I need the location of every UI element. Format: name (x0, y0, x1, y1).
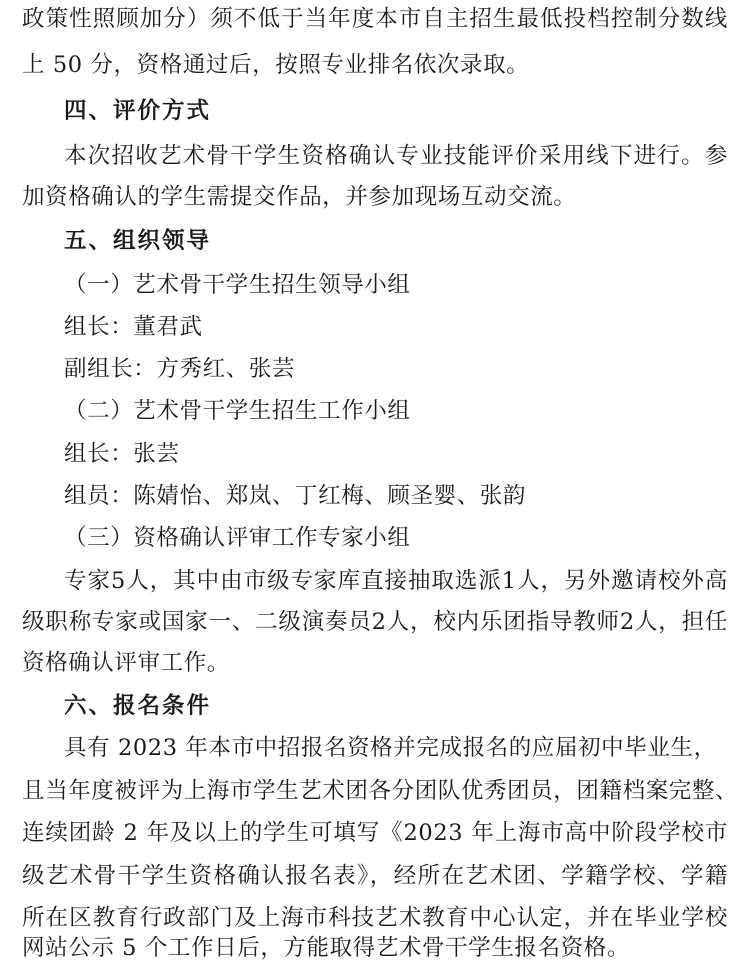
subsection-heading-work-group: （二）艺术骨干学生招生工作小组 (64, 398, 411, 424)
subsection-heading-leadership-group: （一）艺术骨干学生招生领导小组 (64, 272, 411, 298)
paragraph-line: 级艺术骨干学生资格确认报名表》，经所在艺术团、学籍学校、学籍 (22, 863, 728, 889)
section-heading-evaluation: 四、评价方式 (64, 98, 212, 124)
paragraph-line: 加资格确认的学生需提交作品，并参加现场互动交流。 (22, 184, 577, 210)
paragraph-line: 网站公示 5 个工作日后，方能取得艺术骨干学生报名资格。 (22, 935, 630, 961)
paragraph-line: 组员：陈婧怡、郑岚、丁红梅、顾圣婴、张韵 (64, 483, 527, 509)
section-heading-registration: 六、报名条件 (64, 693, 212, 719)
paragraph-line: 副组长：方秀红、张芸 (64, 356, 296, 382)
paragraph-line: 本次招收艺术骨干学生资格确认专业技能评价采用线下进行。参 (64, 143, 728, 169)
paragraph-line: 专家5人，其中由市级专家库直接抽取选派1人，另外邀请校外高 (64, 568, 728, 594)
paragraph-line: 具有 2023 年本市中招报名资格并完成报名的应届初中毕业生， (64, 735, 717, 761)
subsection-heading-expert-group: （三）资格确认评审工作专家小组 (64, 525, 411, 551)
paragraph-line: 且当年度被评为上海市学生艺术团各分团队优秀团员，团籍档案完整、 (22, 778, 739, 804)
paragraph-line: 上 50 分，资格通过后，按照专业排名依次录取。 (22, 52, 530, 78)
paragraph-line: 政策性照顾加分）须不低于当年度本市自主招生最低投档控制分数线 (22, 6, 728, 32)
section-heading-organization: 五、组织领导 (64, 228, 212, 254)
paragraph-line: 连续团龄 2 年及以上的学生可填写《2023 年上海市高中阶段学校市 (22, 820, 728, 846)
paragraph-line: 资格确认评审工作。 (22, 650, 230, 676)
paragraph-line: 所在区教育行政部门及上海市科技艺术教育中心认定，并在毕业学校 (22, 905, 728, 931)
paragraph-line: 组长：董君武 (64, 314, 203, 340)
paragraph-line: 组长：张芸 (64, 441, 180, 467)
paragraph-line: 级职称专家或国家一、二级演奏员2人，校内乐团指导教师2人，担任 (22, 609, 728, 635)
